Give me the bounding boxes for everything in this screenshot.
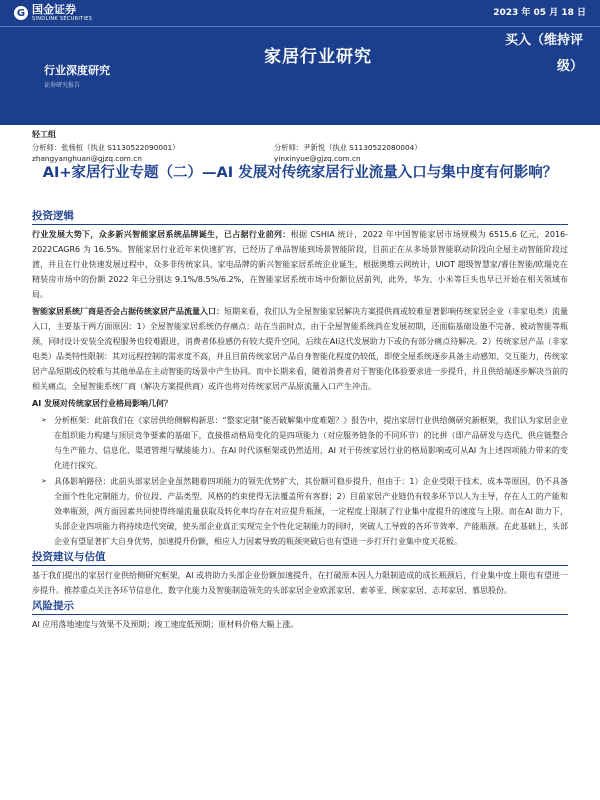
- logo-icon: G: [14, 6, 28, 20]
- report-type: 行业深度研究: [44, 64, 110, 77]
- section-heading-advice: 投资建议与估值: [32, 551, 106, 563]
- report-subtype: 证券研究报告: [44, 82, 81, 89]
- list-item: ➢ 具体影响路径：此前头部家居企业虽然随着四项能力的领先优势扩大，其份额可稳步提升，但由于：1）企业受限于技术、成本等原因，仍不具备全面个性化定制能力，价位段、产品类型、风格的约束使得无法覆盖所有客群；2）目前家居产业链仍有较多环节以人为主导，存在人工的产能和效率瓶颈，两方面因素共同使得终端流量获取及转化率均存在对应提升瓶颈，一定程度上限制了行业集中度提升的速度与上限。而在AI 助力下，头部企业四项能力将持续迭代突破，使头部企业真正实现完全个性化定制能力的同时，突破人工导致的各环节效率、产能瓶颈。在此基础上，头部企业有望显著扩大自身优势，加速提升份额，相应人力因素导致的瓶颈突破后也有望进一步打开行业集中度天花板。: [54, 474, 568, 549]
- section-rule: [32, 565, 568, 566]
- section-heading-risk: 风险提示: [32, 600, 74, 612]
- paragraph-advice: 基于我们提出的家居行业供给侧研究框架，AI 或将助力头部企业份额加速提升，在打破原本因人力限制造成的成长瓶颈后，行业集中度上限也有望进一步提升。推荐重点关注各环节信息化、数字化能力及智能制造领先的头部家居企业欧派家居、索菲亚、顾家家居、志邦家居、慕思股份。: [32, 571, 568, 595]
- paragraph-risk: AI 应用落地速度与效果不及预期；竣工速度低预期；原材料价格大幅上涨。: [32, 620, 299, 629]
- analyst-1: 分析师：张杨桓（执业 S1130522090001）: [32, 143, 180, 152]
- section-rule: [32, 614, 568, 615]
- logo-cn: 国金证券: [32, 3, 76, 16]
- section-rule: [32, 224, 568, 225]
- list-item: ➢ 分析框架：此前我们在《家居供给侧解构新思：“整家定制”能否破解集中度难题？》报告中，提出家居行业供给侧研究新框架，我们认为家居企业在组织能力构建与顶层竞争要素的基础下，直接推动格局变化的是四项能力（对应服务链条的不同环节）的比拼（即产品研发与迭代、供应链整合与生产能力、信息化、渠道管理与赋能能力）。在AI 时代该框架或仍然适用，AI 对于传统家居行业的格局影响或可从AI 为上述四项能力带来的变化进行探究。: [54, 413, 568, 473]
- header-divider: [0, 26, 600, 27]
- rating: [505, 28, 597, 80]
- rating-line-1: 买入（维持评: [505, 33, 584, 48]
- analyst-2: 分析师：尹新悦（执业 S1130522080004）: [274, 143, 422, 152]
- paragraph-impact-lead: AI 发展对传统家居行业格局影响几何？: [32, 399, 172, 408]
- paragraph-market: [32, 227, 568, 302]
- analyst-2-email[interactable]: yinxinyue@gjzq.com.cn: [274, 154, 361, 163]
- rating-line-2: 级）: [557, 59, 584, 74]
- paragraph-lead: 行业发展大势下，众多新兴智能家居系统品牌诞生，已占据行业前列：: [32, 230, 291, 239]
- report-date: 2023 年 05 月 18 日: [493, 8, 586, 18]
- report-body: [32, 208, 568, 634]
- logo-en: SINOLINK SECURITIES: [32, 16, 93, 22]
- paragraph-lead: 智能家居系统厂商是否会占据传统家居产品流量入口：: [32, 307, 224, 316]
- impact-list: [32, 413, 568, 549]
- analyst-block: [32, 129, 572, 164]
- company-logo: [14, 4, 92, 22]
- section-heading-logic: 投资逻辑: [32, 210, 74, 222]
- group-label: 轻工组: [32, 130, 56, 139]
- report-title: AI+家居行业专题（二）—AI 发展对传统家居行业流量入口与集中度有何影响？: [42, 165, 558, 181]
- paragraph-text: 根据 CSHIA 统计，2022 年中国智能家居市场规模为 6515.6 亿元，2016-2022CAGR6 为 16.5%。智能家居行业近年来快速扩容，已经历了单品智能到场景智能阶段，目前正在从多场景智能联动阶段向全屋主动智能阶段过渡，并且在行业快速发展过程中，众多非传统家具、家电品牌的新兴智能家居系统企业诞生，根据奥维云网统计，UIOT 超级智慧家/睿住智能/欧瑞克在精装房市场中的份额 2022 年已分别达 9.1%/8.5%/6.2%，在智能家居系统市场中份额位居前列，此外，华为、小米等巨头也早已开始在相关领域布局。: [32, 230, 569, 299]
- paragraph-traffic: [32, 304, 568, 394]
- industry-title: 家居行业研究: [264, 47, 372, 67]
- analyst-1-email[interactable]: zhangyanghuan@gjzq.com.cn: [32, 154, 142, 163]
- paragraph-text: 短期来看，我们认为全屋智能家居解决方案提供商或较难显著影响传统家居企业（非家电类）流量入口，主要基于两方面原因：1）全屋智能家居系统仍存痛点：站在当前时点，由于全屋智能系统尚在发展初期，还面临基础设施不完备、被动智能等瓶颈，同时设计安装全流程服务也较难跟进，消费者体验感仍有较大提升空间，后续在AI这代发展助力下或仍有部分痛点待解决。2）传统家居产品（非家电类）品类特性限制：其对远程控制的需求度不高，并且目前传统家居产品自身智能化程度仍较低，即使全屋系统逐步具备主动感知、交互能力，传统家居产品短期或仍较难与其他单品在主动智能的场景中产生协同。而中长期来看，随着消费者对于智能化体验要求进一步提升，并且供给端逐步解决当前的相关痛点，全屋智能系统厂商（解决方案提供商）或许也将对传统家居产品原流量入口产生冲击。: [32, 307, 568, 391]
- report-header: [0, 0, 600, 125]
